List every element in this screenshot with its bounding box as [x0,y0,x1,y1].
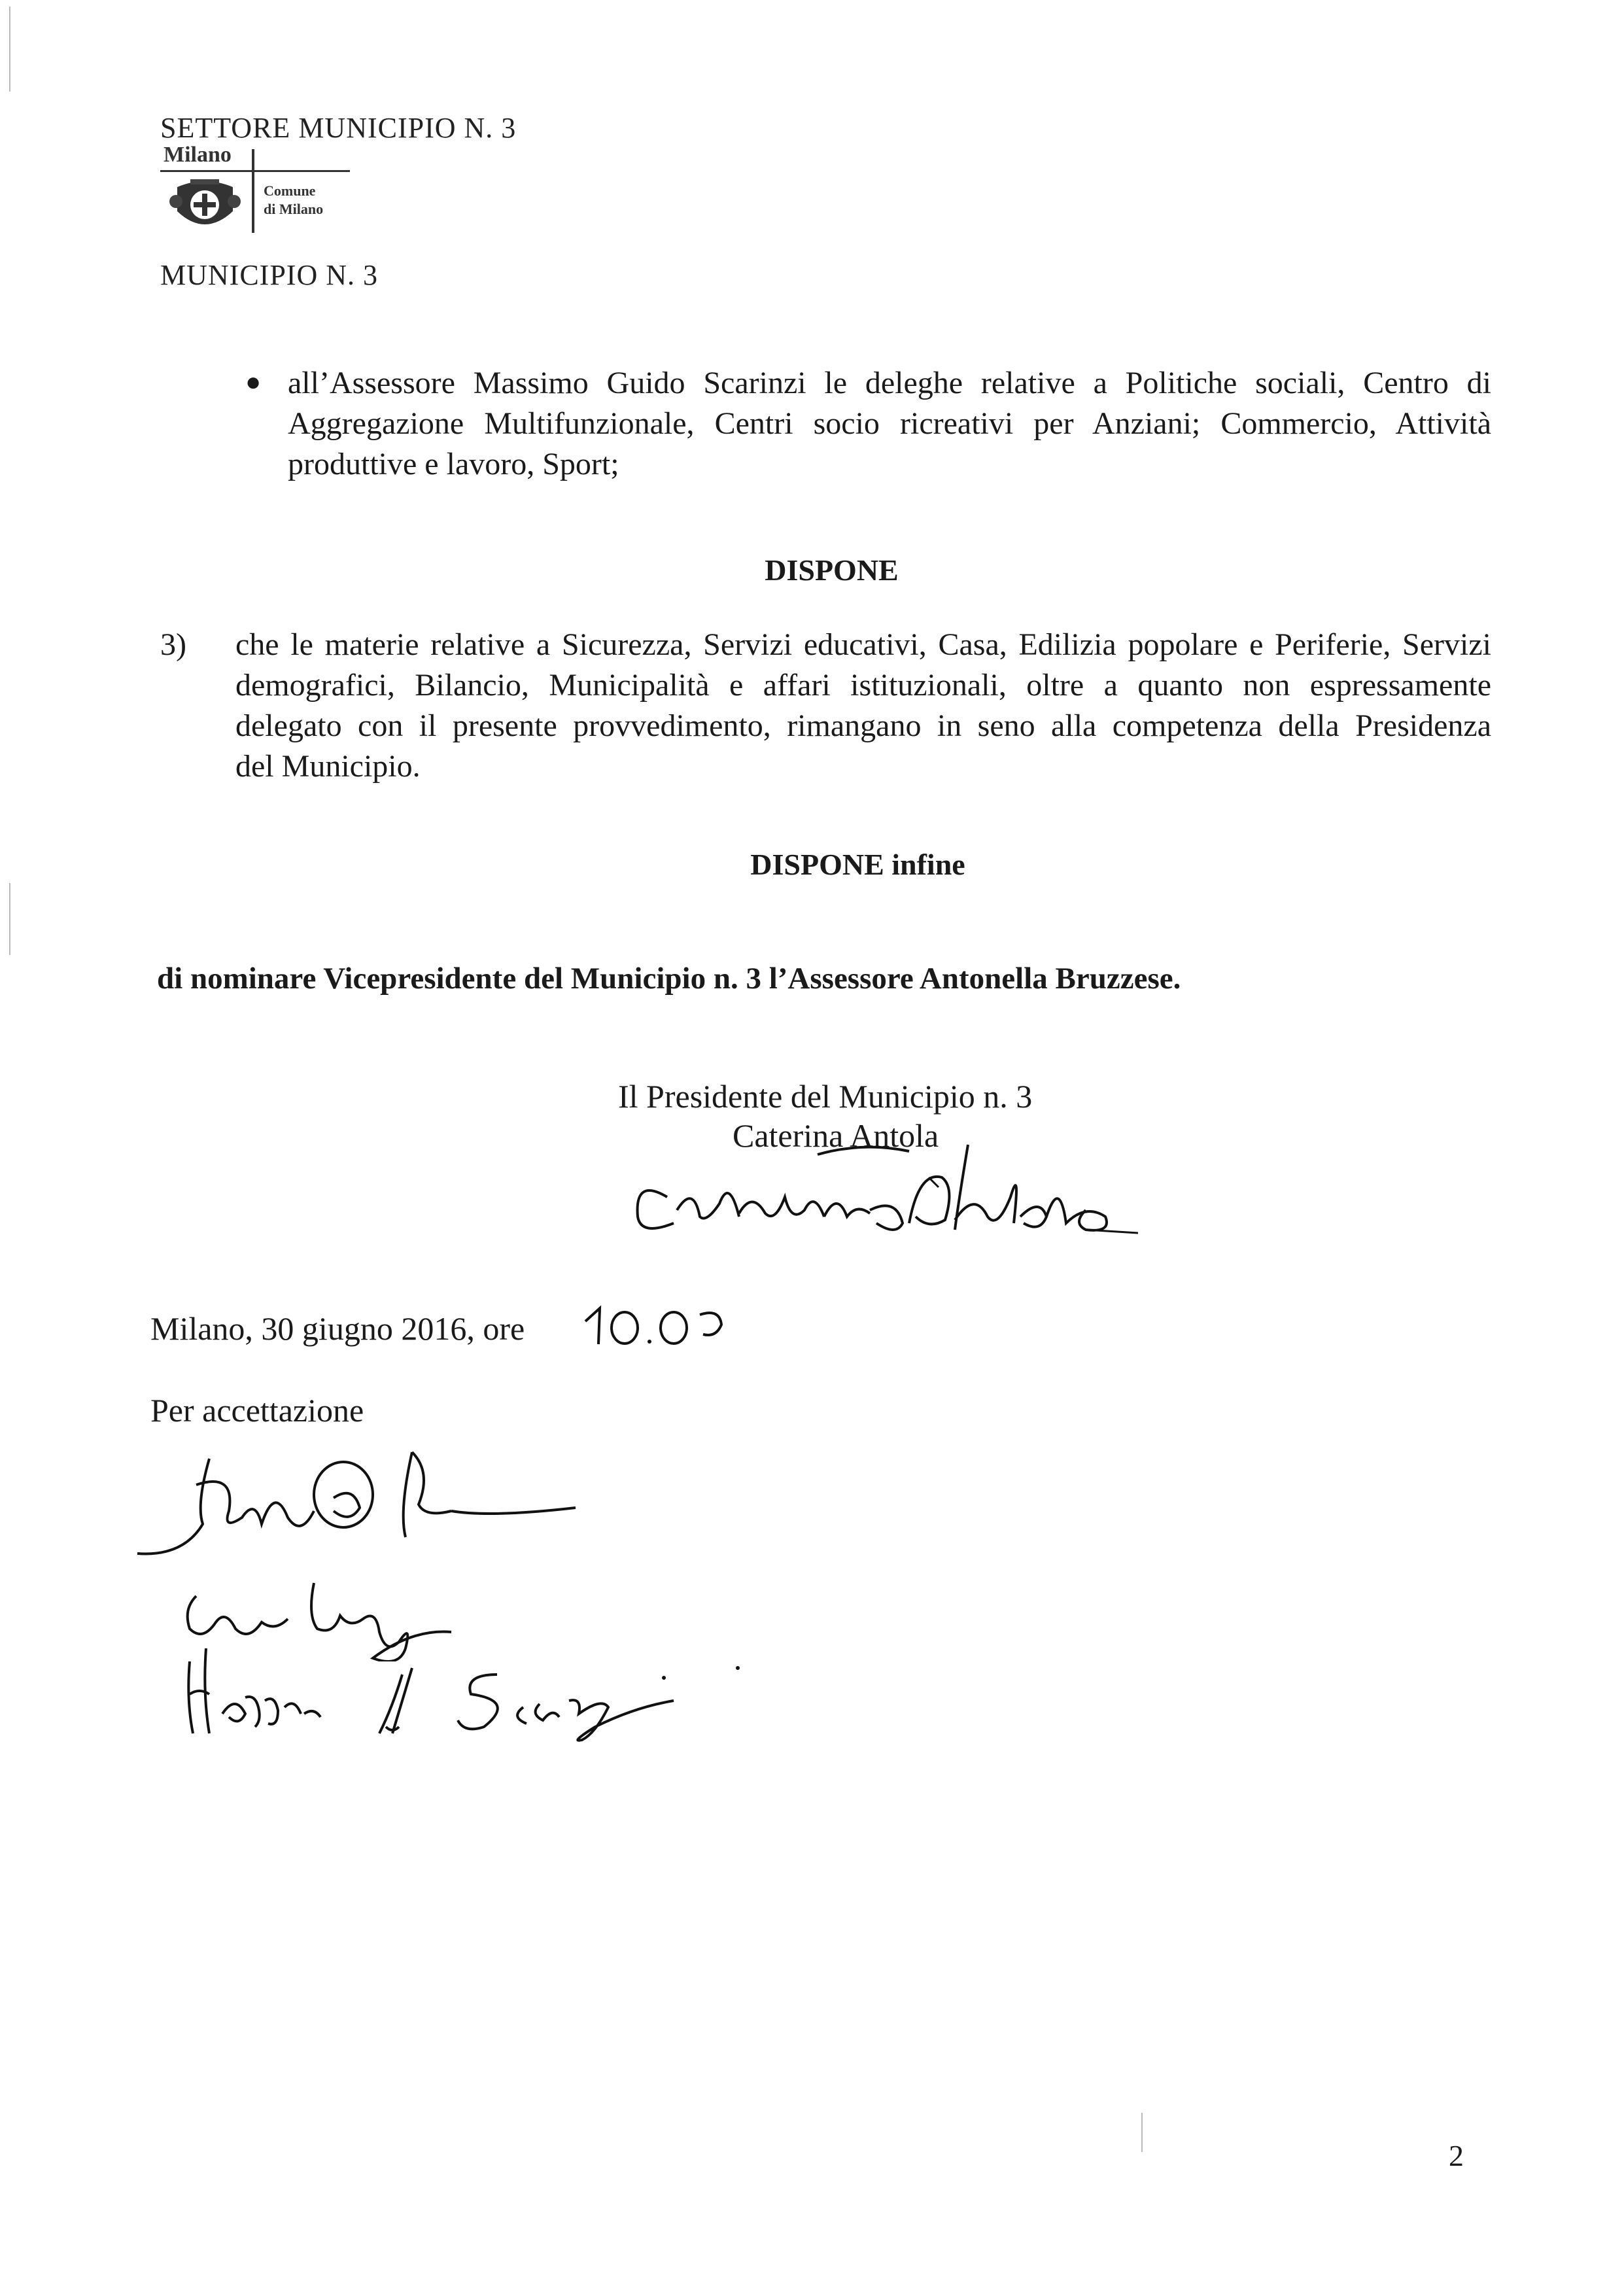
dispone-infine-heading [0,847,1624,882]
municipio-heading: MUNICIPIO N. 3 [160,259,378,291]
logo-comune-text [264,182,323,218]
nomination-statement: di nominare Vicepresidente del Municipio n. 3 l’Assessore Antonella Bruzzese. [157,962,1181,996]
delega-paragraph [288,363,1491,485]
handwritten-time [579,1298,749,1351]
item-3-line: che le materie relative a Sicurezza, Servizi educativi, Casa, Edilizia popolare e Periferie, Servizi [235,627,1491,662]
president-signature [589,1125,1177,1243]
settore-heading: SETTORE MUNICIPIO N. 3 [160,112,517,144]
scan-edge-mark [9,7,10,92]
item-3-line: delegato con il presente provvedimento, rimangano in seno alla competenza della Presidenza [235,708,1491,743]
president-role: Il Presidente del Municipio n. 3 [618,1078,1033,1115]
dispone-title: DISPONE [765,553,899,587]
dispone-infine-title: DISPONE infine [750,848,965,881]
logo-comune-line2: di Milano [264,201,324,217]
item-number: 3) [160,627,186,662]
logo-vertical-divider [252,149,254,233]
dispone-heading [0,553,1624,587]
logo-comune-line1: Comune [264,182,316,199]
item-3-line: demografici, Bilancio, Municipalità e affari istituzionali, oltre a quanto non espressamente [235,668,1491,703]
bullet-point-icon: ● [245,367,262,396]
scan-edge-mark [9,883,10,955]
logo-divider [160,170,350,172]
delega-line: all’Assessore Massimo Guido Scarinzi le deleghe relative a Politiche sociali, Centro di [288,366,1491,400]
page-number: 2 [1449,2139,1464,2172]
scan-edge-mark [1141,2113,1143,2152]
date-location-line: Milano, 30 giugno 2016, ore [150,1310,525,1347]
comune-di-milano-logo [160,143,356,241]
logo-city-name: Milano [164,143,232,167]
acceptance-signature-3 [177,1635,831,1746]
item-3-line: del Municipio. [235,749,421,784]
delega-line: produttive e lavoro, Sport; [288,447,619,481]
milano-crest-icon [164,175,246,237]
president-name: Caterina Antola [733,1117,939,1154]
item-3-paragraph [235,625,1491,787]
acceptance-signature-1 [124,1446,595,1570]
acceptance-label: Per accettazione [150,1392,364,1429]
delega-line: Aggregazione Multifunzionale, Centri socio ricreativi per Anziani; Commercio, Attività [288,406,1491,441]
